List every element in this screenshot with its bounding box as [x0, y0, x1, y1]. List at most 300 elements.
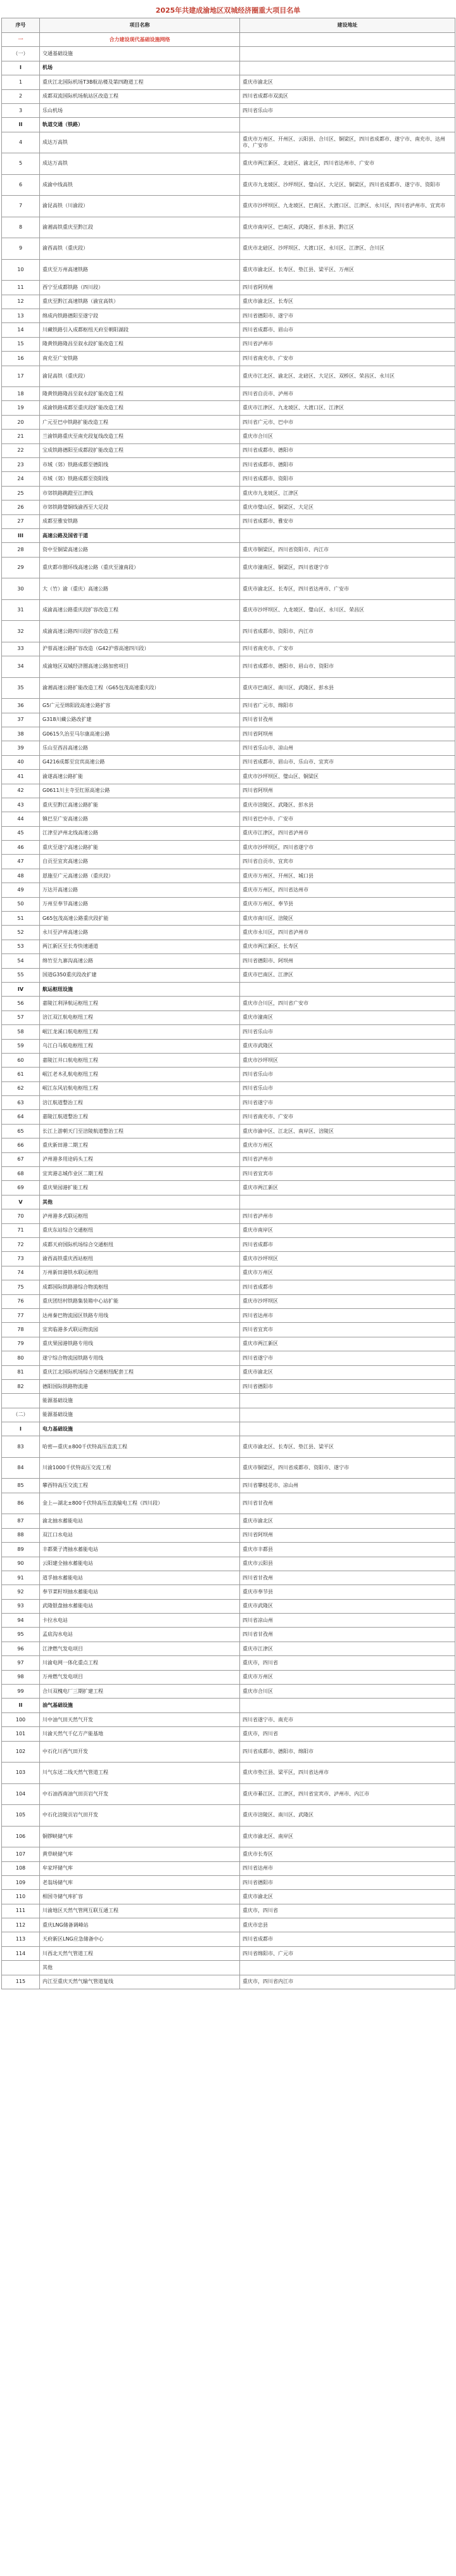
row-name: 国道G350重庆段改扩建 — [40, 968, 240, 982]
row-seq: 92 — [2, 1585, 40, 1599]
row-addr: 四川省德阳市、遂宁市 — [240, 309, 455, 323]
row-name: 中石化川西气田开发 — [40, 1741, 240, 1763]
table-row — [2, 926, 455, 940]
row-addr: 重庆市合川区 — [240, 1685, 455, 1699]
table-row — [2, 1918, 455, 1932]
row-seq: 69 — [2, 1181, 40, 1195]
row-name: 油气基础设施 — [40, 1699, 240, 1712]
table-row — [2, 1294, 455, 1308]
row-seq: 80 — [2, 1351, 40, 1365]
row-addr: 重庆市潼南区、铜梁区，四川省遂宁市 — [240, 557, 455, 578]
row-name: 相国寺储气库扩容 — [40, 1890, 240, 1904]
row-seq: 54 — [2, 954, 40, 968]
table-row — [2, 1514, 455, 1528]
row-name: 云阳建全抽水蓄能电站 — [40, 1557, 240, 1571]
row-seq: 28 — [2, 543, 40, 557]
row-name: 万州燃气发电项目 — [40, 1670, 240, 1684]
row-name: 广元至巴中铁路扩能改造工程 — [40, 415, 240, 429]
row-seq: 76 — [2, 1294, 40, 1308]
row-addr: 四川省巴中市、广安市 — [240, 812, 455, 826]
table-row — [2, 1209, 455, 1223]
row-seq: 7 — [2, 196, 40, 217]
row-addr: 四川省自贡市、泸州市 — [240, 387, 455, 401]
row-addr — [240, 1422, 455, 1436]
row-name: 中石油西南油气田页岩气开发 — [40, 1783, 240, 1805]
row-seq: 27 — [2, 514, 40, 528]
row-seq: 8 — [2, 217, 40, 238]
table-row — [2, 1642, 455, 1655]
row-seq: 114 — [2, 1946, 40, 1960]
row-addr: 重庆市两江新区 — [240, 1337, 455, 1351]
row-addr: 重庆市巴南区、南川区、武隆区、彭水县 — [240, 677, 455, 699]
table-row — [2, 677, 455, 699]
row-addr: 重庆市两江新区 — [240, 1181, 455, 1195]
table-row — [2, 1181, 455, 1195]
row-seq: 22 — [2, 443, 40, 457]
table-row — [2, 47, 455, 61]
table-row — [2, 1436, 455, 1458]
row-name: 宝成铁路德阳至成都段扩能改造工程 — [40, 443, 240, 457]
table-row — [2, 1408, 455, 1422]
row-name: 岷江龙溪口航电枢纽工程 — [40, 1025, 240, 1039]
table-row — [2, 1712, 455, 1726]
row-name: G0611川主寺至红原高速公路 — [40, 784, 240, 798]
row-name: 川西北天然气管道工程 — [40, 1946, 240, 1960]
row-name: G4216成都至宜宾高速公路 — [40, 755, 240, 769]
row-addr: 四川省凉山州 — [240, 1614, 455, 1628]
row-name: 渝湘高铁重庆至黔江段 — [40, 217, 240, 238]
row-addr: 四川省南充市、广安市 — [240, 642, 455, 656]
row-name: 孟底沟水电站 — [40, 1628, 240, 1642]
table-row — [2, 1493, 455, 1514]
row-name: 成渝中线高铁 — [40, 174, 240, 196]
row-seq: 108 — [2, 1861, 40, 1875]
table-row — [2, 1571, 455, 1584]
row-seq: 9 — [2, 238, 40, 260]
table-row — [2, 1479, 455, 1493]
table-row — [2, 1337, 455, 1351]
row-name: G65包茂高速公路重庆段扩能 — [40, 912, 240, 926]
table-row — [2, 132, 455, 153]
row-addr: 四川省成都市 — [240, 1280, 455, 1294]
row-addr: 四川省成都市、眉山市 — [240, 323, 455, 337]
row-seq: 109 — [2, 1875, 40, 1889]
table-row — [2, 1280, 455, 1294]
row-name: 重庆至万州高速铁路 — [40, 259, 240, 281]
row-name: 宜宾港志城作业区二期工程 — [40, 1167, 240, 1181]
row-name: 自贡至宜宾高速公路 — [40, 855, 240, 869]
table-row — [2, 1238, 455, 1252]
table-row — [2, 1861, 455, 1875]
table-row — [2, 309, 455, 323]
row-name: 达州秦巴物流园区铁路专用线 — [40, 1308, 240, 1322]
row-addr: 四川省成都市、德阳市 — [240, 458, 455, 472]
row-seq: 40 — [2, 755, 40, 769]
row-seq: 44 — [2, 812, 40, 826]
row-seq: 29 — [2, 557, 40, 578]
row-seq: 61 — [2, 1068, 40, 1081]
row-addr: 重庆市万州区、开州区、城口县 — [240, 869, 455, 883]
row-seq: （二） — [2, 1408, 40, 1422]
row-name: 重庆至黔江高速公路扩能 — [40, 798, 240, 812]
row-seq: （一） — [2, 47, 40, 61]
table-row — [2, 486, 455, 500]
row-addr: 四川省遂宁市 — [240, 1096, 455, 1110]
table-row — [2, 1124, 455, 1138]
row-name: 资中至铜梁高速公路 — [40, 543, 240, 557]
project-table — [1, 18, 455, 1989]
table-row — [2, 940, 455, 953]
row-seq: 17 — [2, 366, 40, 387]
table-row — [2, 784, 455, 798]
row-addr: 重庆市綦江区、江津区，四川省宜宾市、泸州市、内江市 — [240, 1783, 455, 1805]
row-name: 卡拉水电站 — [40, 1614, 240, 1628]
row-addr: 四川省乐山市 — [240, 1068, 455, 1081]
row-seq: 58 — [2, 1025, 40, 1039]
table-row — [2, 1152, 455, 1166]
row-name: 渝遂高速公路扩能 — [40, 770, 240, 784]
table-row — [2, 1628, 455, 1642]
row-name: 合川双槐电厂三期扩建工程 — [40, 1685, 240, 1699]
row-addr: 四川省南充市、广安市 — [240, 352, 455, 366]
row-name: 乌江白马航电枢纽工程 — [40, 1039, 240, 1053]
table-row — [2, 103, 455, 117]
table-row — [2, 869, 455, 883]
table-row — [2, 1763, 455, 1784]
row-seq: 36 — [2, 699, 40, 713]
row-name: 市郊铁路跳蹬至江津线 — [40, 486, 240, 500]
row-name: 机场 — [40, 61, 240, 75]
row-seq: 75 — [2, 1280, 40, 1294]
table-row — [2, 954, 455, 968]
row-seq: 55 — [2, 968, 40, 982]
row-seq: 56 — [2, 997, 40, 1011]
row-name: 渝西高铁（重庆段） — [40, 238, 240, 260]
row-seq: 79 — [2, 1337, 40, 1351]
row-seq: 85 — [2, 1479, 40, 1493]
row-name: 大（竹）渝（重庆）高速公路 — [40, 578, 240, 600]
header-seq: 序号 — [2, 18, 40, 33]
table-row — [2, 1890, 455, 1904]
row-addr: 四川省成都市、资阳市、内江市 — [240, 621, 455, 642]
row-seq: 102 — [2, 1741, 40, 1763]
row-seq: 52 — [2, 926, 40, 940]
table-row — [2, 1039, 455, 1053]
row-name: 牟家坪储气库 — [40, 1861, 240, 1875]
row-seq: 98 — [2, 1670, 40, 1684]
row-name: 成渝高速公路重庆段扩容改造工程 — [40, 599, 240, 621]
table-row — [2, 1904, 455, 1918]
row-name: 成渝高速公路四川段扩容改造工程 — [40, 621, 240, 642]
table-row — [2, 61, 455, 75]
row-seq: 89 — [2, 1543, 40, 1557]
row-seq: 67 — [2, 1152, 40, 1166]
row-addr: 重庆市江北区、渝北区、北碚区、大足区、双桥区、荣昌区、永川区 — [240, 366, 455, 387]
row-addr: 四川省甘孜州 — [240, 1628, 455, 1642]
row-addr: 重庆市渝北区 — [240, 1365, 455, 1379]
table-row — [2, 1975, 455, 1989]
row-addr — [240, 528, 455, 542]
row-addr: 重庆市万州区、开州区、云阳县、合川区、铜梁区，四川省成都市、遂宁市、南充市、达州市、广安市 — [240, 132, 455, 153]
row-name: 高速公路及国省干道 — [40, 528, 240, 542]
table-row — [2, 1457, 455, 1479]
row-addr: 重庆市沙坪坝区、九龙坡区、巴南区、大渡口区、江津区、永川区，四川省泸州市、宜宾市 — [240, 196, 455, 217]
row-name: 重庆果园港扩能工程 — [40, 1181, 240, 1195]
row-seq: 73 — [2, 1252, 40, 1266]
row-name: 南充至广安铁路 — [40, 352, 240, 366]
table-row — [2, 1053, 455, 1067]
row-addr: 四川省乐山市 — [240, 1081, 455, 1095]
row-seq: 39 — [2, 741, 40, 755]
row-addr: 重庆市江津区、九龙坡区、大渡口区、江津区 — [240, 401, 455, 415]
row-addr: 四川省宜宾市 — [240, 1167, 455, 1181]
table-row — [2, 578, 455, 600]
row-seq: 33 — [2, 642, 40, 656]
row-name: 能源基础设施 — [40, 1394, 240, 1408]
row-seq: 111 — [2, 1904, 40, 1918]
row-addr: 四川省德阳市、阿坝州 — [240, 954, 455, 968]
row-seq: 112 — [2, 1918, 40, 1932]
row-addr: 重庆市江津区，四川省泸州市 — [240, 826, 455, 840]
row-addr: 四川省乐山市 — [240, 1025, 455, 1039]
row-name: 泸州港多用途码头工程 — [40, 1152, 240, 1166]
row-name: 内江至重庆天然气输气管道复线 — [40, 1975, 240, 1989]
row-addr: 重庆市沙坪坝区 — [240, 1294, 455, 1308]
row-name: 岷江老木孔航电枢纽工程 — [40, 1068, 240, 1081]
row-seq: 53 — [2, 940, 40, 953]
row-name: 交通基础设施 — [40, 47, 240, 61]
row-seq: 83 — [2, 1436, 40, 1458]
row-addr: 重庆市渝北区、长寿区、垫江县、梁平区 — [240, 1436, 455, 1458]
table-row — [2, 656, 455, 678]
table-row — [2, 812, 455, 826]
row-addr: 重庆市潼南区 — [240, 1011, 455, 1024]
row-addr: 重庆市万州区 — [240, 1138, 455, 1152]
table-row — [2, 713, 455, 727]
row-name: 成都至雅安铁路 — [40, 514, 240, 528]
row-name: 成都天府国际机场综合交通枢纽 — [40, 1238, 240, 1252]
row-name: 重庆东站综合交通枢纽 — [40, 1223, 240, 1237]
table-row — [2, 1826, 455, 1847]
row-name: 江津至泸州北线高速公路 — [40, 826, 240, 840]
row-seq: 104 — [2, 1783, 40, 1805]
table-row — [2, 1932, 455, 1946]
row-addr: 重庆市万州区 — [240, 1266, 455, 1280]
row-seq: V — [2, 1195, 40, 1209]
row-name: 成达万高铁 — [40, 132, 240, 153]
table-row — [2, 1025, 455, 1039]
row-name: 遂宁综合物流园铁路专用线 — [40, 1351, 240, 1365]
row-seq: 66 — [2, 1138, 40, 1152]
row-name: G318川藏公路改扩建 — [40, 713, 240, 727]
row-seq: 10 — [2, 259, 40, 281]
row-addr: 重庆市垫江县、梁平区，四川省达州市 — [240, 1763, 455, 1784]
row-seq: 3 — [2, 103, 40, 117]
row-name: 成渝地区双城经济圈高速公路加密项目 — [40, 656, 240, 678]
row-addr: 重庆市北碚区、沙坪坝区、大渡口区、永川区、江津区、合川区 — [240, 238, 455, 260]
header-addr: 建设地址 — [240, 18, 455, 33]
row-seq: 113 — [2, 1932, 40, 1946]
row-addr: 重庆市九龙坡区、沙坪坝区、璧山区、大足区、铜梁区，四川省成都市、遂宁市、资阳市 — [240, 174, 455, 196]
row-name: 成都国际铁路港综合物流枢纽 — [40, 1280, 240, 1294]
row-seq: 12 — [2, 295, 40, 309]
row-addr: 四川省达州市 — [240, 1308, 455, 1322]
row-seq: III — [2, 528, 40, 542]
row-name: 中石化涪陵页岩气田开发 — [40, 1805, 240, 1827]
row-seq: 84 — [2, 1457, 40, 1479]
table-row — [2, 883, 455, 897]
row-seq: 13 — [2, 309, 40, 323]
row-addr: 四川省攀枝花市、凉山州 — [240, 1479, 455, 1493]
row-seq: 41 — [2, 770, 40, 784]
row-addr: 重庆市江津区 — [240, 1642, 455, 1655]
row-seq: 48 — [2, 869, 40, 883]
row-addr — [240, 1961, 455, 1975]
row-name: 天府新区LNG应急储备中心 — [40, 1932, 240, 1946]
table-row — [2, 259, 455, 281]
row-name: 涪江双江航电枢纽工程 — [40, 1011, 240, 1024]
row-seq: 一 — [2, 33, 40, 47]
row-seq: 59 — [2, 1039, 40, 1053]
row-seq: 65 — [2, 1124, 40, 1138]
row-addr: 重庆市，四川省 — [240, 1904, 455, 1918]
table-row — [2, 174, 455, 196]
row-addr: 重庆市渝北区、南岸区 — [240, 1826, 455, 1847]
table-row — [2, 1783, 455, 1805]
row-addr: 重庆市南岸区 — [240, 1223, 455, 1237]
row-seq: 110 — [2, 1890, 40, 1904]
table-row — [2, 1308, 455, 1322]
row-seq: 87 — [2, 1514, 40, 1528]
row-name: 川气东送二线天然气管道工程 — [40, 1763, 240, 1784]
row-addr: 重庆市渝北区 — [240, 1890, 455, 1904]
row-addr: 重庆市铜梁区，四川省成都市、资阳市、遂宁市 — [240, 1457, 455, 1479]
row-addr: 四川省绵阳市、广元市 — [240, 1946, 455, 1960]
table-header-row — [2, 18, 455, 33]
row-addr: 重庆市丰都县 — [240, 1543, 455, 1557]
table-row — [2, 1394, 455, 1408]
row-seq: 97 — [2, 1656, 40, 1670]
row-seq: 82 — [2, 1379, 40, 1393]
row-addr: 四川省乐山市 — [240, 103, 455, 117]
row-name: 双江口水电站 — [40, 1528, 240, 1542]
row-name: 万州至奉节高速公路 — [40, 897, 240, 911]
table-row — [2, 1096, 455, 1110]
row-addr: 四川省成都市、德阳市、眉山市、资阳市 — [240, 656, 455, 678]
table-row — [2, 1585, 455, 1599]
row-name: 江津燃气发电项目 — [40, 1642, 240, 1655]
row-addr: 重庆市渝中区、江北区、南岸区、涪陵区 — [240, 1124, 455, 1138]
row-addr: 重庆市璧山区、铜梁区、大足区 — [240, 501, 455, 514]
row-seq: 42 — [2, 784, 40, 798]
row-seq: 93 — [2, 1599, 40, 1613]
row-addr: 四川省乐山市、凉山州 — [240, 741, 455, 755]
header-name: 项目名称 — [40, 18, 240, 33]
row-name: 渝昆高铁（重庆段） — [40, 366, 240, 387]
table-row — [2, 501, 455, 514]
row-name: 武隆银盘抽水蓄能电站 — [40, 1599, 240, 1613]
row-name: 嘉陵江井口航电枢纽工程 — [40, 1053, 240, 1067]
table-row — [2, 238, 455, 260]
row-name: 成都双流国际机场航站区改造工程 — [40, 89, 240, 103]
row-name: 恩施至广元高速公路（重庆段） — [40, 869, 240, 883]
row-addr: 四川省成都市、资阳市 — [240, 472, 455, 486]
row-seq: 91 — [2, 1571, 40, 1584]
row-addr: 四川省泸州市 — [240, 1209, 455, 1223]
row-name: 成渝铁路成都至重庆段扩能改造工程 — [40, 401, 240, 415]
row-name: G5广元至绵阳段高速公路扩容 — [40, 699, 240, 713]
row-name: 航运枢纽设施 — [40, 982, 240, 996]
row-name: 岷江东风岩航电枢纽工程 — [40, 1081, 240, 1095]
row-addr: 四川省泸州市 — [240, 1152, 455, 1166]
table-row — [2, 281, 455, 295]
row-name: 铜锣峡储气库 — [40, 1826, 240, 1847]
row-seq: IV — [2, 982, 40, 996]
row-addr: 重庆市武隆区 — [240, 1599, 455, 1613]
table-row — [2, 1614, 455, 1628]
table-row — [2, 1599, 455, 1613]
table-row — [2, 528, 455, 542]
row-name: 成达万高铁 — [40, 153, 240, 175]
row-addr — [240, 118, 455, 132]
row-addr: 四川省甘孜州 — [240, 1571, 455, 1584]
row-name: 川渝1000千伏特高压交流工程 — [40, 1457, 240, 1479]
row-seq: 103 — [2, 1763, 40, 1784]
row-name: 渝湘高速公路扩能改造工程（G65包茂高速重庆段） — [40, 677, 240, 699]
row-seq: 20 — [2, 415, 40, 429]
row-seq: 15 — [2, 337, 40, 351]
row-seq: 2 — [2, 89, 40, 103]
row-addr: 重庆市长寿区 — [240, 1847, 455, 1861]
row-seq: 18 — [2, 387, 40, 401]
table-row — [2, 33, 455, 47]
row-addr: 四川省成都市、雅安市 — [240, 514, 455, 528]
table-row — [2, 352, 455, 366]
table-row — [2, 1068, 455, 1081]
row-seq: 4 — [2, 132, 40, 153]
row-addr: 四川省遂宁市、南充市 — [240, 1712, 455, 1726]
row-seq: 37 — [2, 713, 40, 727]
table-row — [2, 443, 455, 457]
table-row — [2, 642, 455, 656]
row-seq: 57 — [2, 1011, 40, 1024]
row-addr: 四川省自贡市、宜宾市 — [240, 855, 455, 869]
table-row — [2, 1365, 455, 1379]
row-addr: 重庆市，四川省内江市 — [240, 1975, 455, 1989]
table-row — [2, 118, 455, 132]
row-name: 轨道交通（铁路） — [40, 118, 240, 132]
row-seq: 70 — [2, 1209, 40, 1223]
row-seq: 101 — [2, 1727, 40, 1741]
table-row — [2, 557, 455, 578]
row-name: 道孚抽水蓄能电站 — [40, 1571, 240, 1584]
row-addr: 四川省成都市双流区 — [240, 89, 455, 103]
table-row — [2, 366, 455, 387]
row-addr — [240, 47, 455, 61]
row-name: 涪江航道整治工程 — [40, 1096, 240, 1110]
table-row — [2, 997, 455, 1011]
row-addr — [240, 1408, 455, 1422]
row-name: 万达开高速公路 — [40, 883, 240, 897]
row-addr: 重庆市永川区，四川省泸州市 — [240, 926, 455, 940]
table-row — [2, 599, 455, 621]
row-name: 渝昆高铁（川渝段） — [40, 196, 240, 217]
row-addr: 四川省甘孜州 — [240, 1493, 455, 1514]
row-addr — [240, 33, 455, 47]
row-addr: 重庆市沙坪坝区、九龙坡区、璧山区、永川区、荣昌区 — [240, 599, 455, 621]
row-addr: 重庆市九龙坡区、江津区 — [240, 486, 455, 500]
row-seq: 78 — [2, 1323, 40, 1337]
